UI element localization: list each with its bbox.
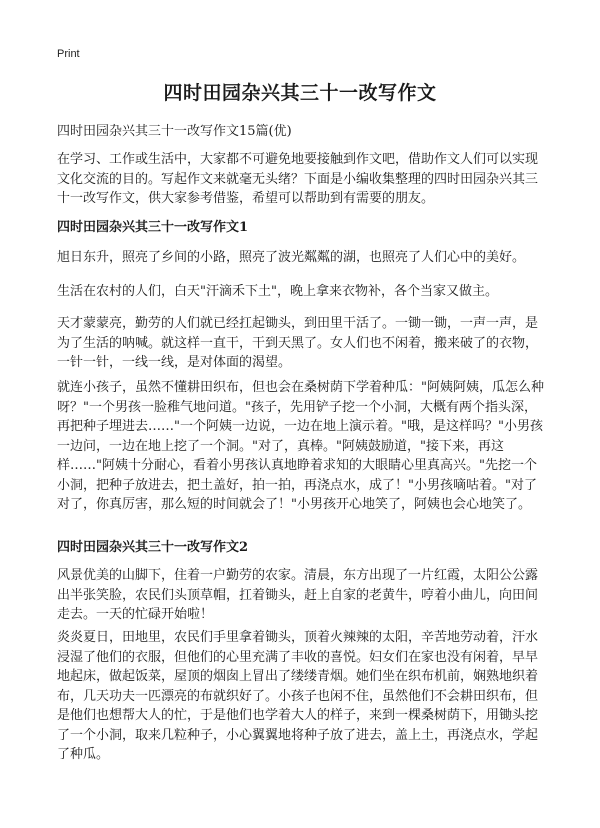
section-heading-1: 四时田园杂兴其三十一改写作文1 bbox=[57, 220, 249, 235]
print-link[interactable]: Print bbox=[57, 48, 80, 60]
document-subtitle: 四时田园杂兴其三十一改写作文15篇(优) bbox=[57, 124, 292, 139]
section-1-paragraph-4: 就连小孩子，虽然不懂耕田织布，但也会在桑树荫下学着种瓜："阿姨阿姨，瓜怎么种呀？"一个男孩一脸稚气地问道。"孩子，先用铲子挖一个小洞，大概有两个指头深，再把种子埋进去……"一个阿姨一边说，一边在地上演示着。"哦，是这样吗？"小男孩一边问，一边在地上挖了一个洞。"对了，真棒。"阿姨鼓励道，"接下来，再这样……"阿姨十分耐心，看着小男孩认真地睁着求知的大眼睛心里真高兴。"先挖一个小洞，把种子放进去，把土盖好，拍一拍，再浇点水，成了！"小男孩嘀咕着。"对了对了，你真厉害，那么短的时间就会了！"小男孩开心地笑了，阿姨也会心地笑了。 bbox=[57, 380, 544, 512]
section-2-paragraph-1: 风景优美的山脚下，住着一户勤劳的农家。清晨，东方出现了一片红霞，太阳公公露出半张笑脸，农民们头顶草帽，扛着锄头，赶上自家的老黄牛，哼着小曲儿，向田间走去。一天的忙碌开始啦！ bbox=[57, 568, 539, 622]
section-heading-2: 四时田园杂兴其三十一改写作文2 bbox=[57, 540, 249, 555]
section-2-paragraph-2: 炎炎夏日，田地里，农民们手里拿着锄头，顶着火辣辣的太阳，辛苦地劳动着，汗水浸湿了他们的衣服，但他们的心里充满了丰收的喜悦。妇女们在家也没有闲着，早早地起床，做起饭菜，屋顶的烟囱上冒出了缕缕青烟。她们坐在织布机前，娴熟地织着布，几天功夫一匹漂亮的布就织好了。小孩子也闲不住，虽然他们不会耕田织布，但是他们也想帮大人的忙，于是他们也学着大人的样子，来到一棵桑树荫下，用锄头挖了一个小洞，取来几粒种子，小心翼翼地将种子放了进去，盖上土，再浇点水，学起了种瓜。 bbox=[57, 630, 539, 762]
section-1-paragraph-2: 生活在农村的人们，白天"汗滴禾下土"，晚上拿来衣物补，各个当家又做主。 bbox=[57, 284, 498, 299]
section-1-paragraph-3: 天才蒙蒙亮，勤劳的人们就已经扛起锄头，到田里干活了。一锄一锄，一声一声，是为了生活的呐喊。就这样一直干，干到天黑了。女人们也不闲着，搬来破了的衣物，一针一针，一线一线，是对体面的渴望。 bbox=[57, 316, 539, 370]
page-title: 四时田园杂兴其三十一改写作文 bbox=[163, 82, 437, 104]
section-1-paragraph-1: 旭日东升，照亮了乡间的小路，照亮了波光粼粼的湖，也照亮了人们心中的美好。 bbox=[57, 250, 526, 265]
intro-paragraph: 在学习、工作或生活中，大家都不可避免地要接触到作文吧，借助作文人们可以实现文化交流的目的。写起作文来就毫无头绪？下面是小编收集整理的四时田园杂兴其三十一改写作文，供大家参考借鉴，希望可以帮助到有需要的朋友。 bbox=[57, 152, 539, 206]
